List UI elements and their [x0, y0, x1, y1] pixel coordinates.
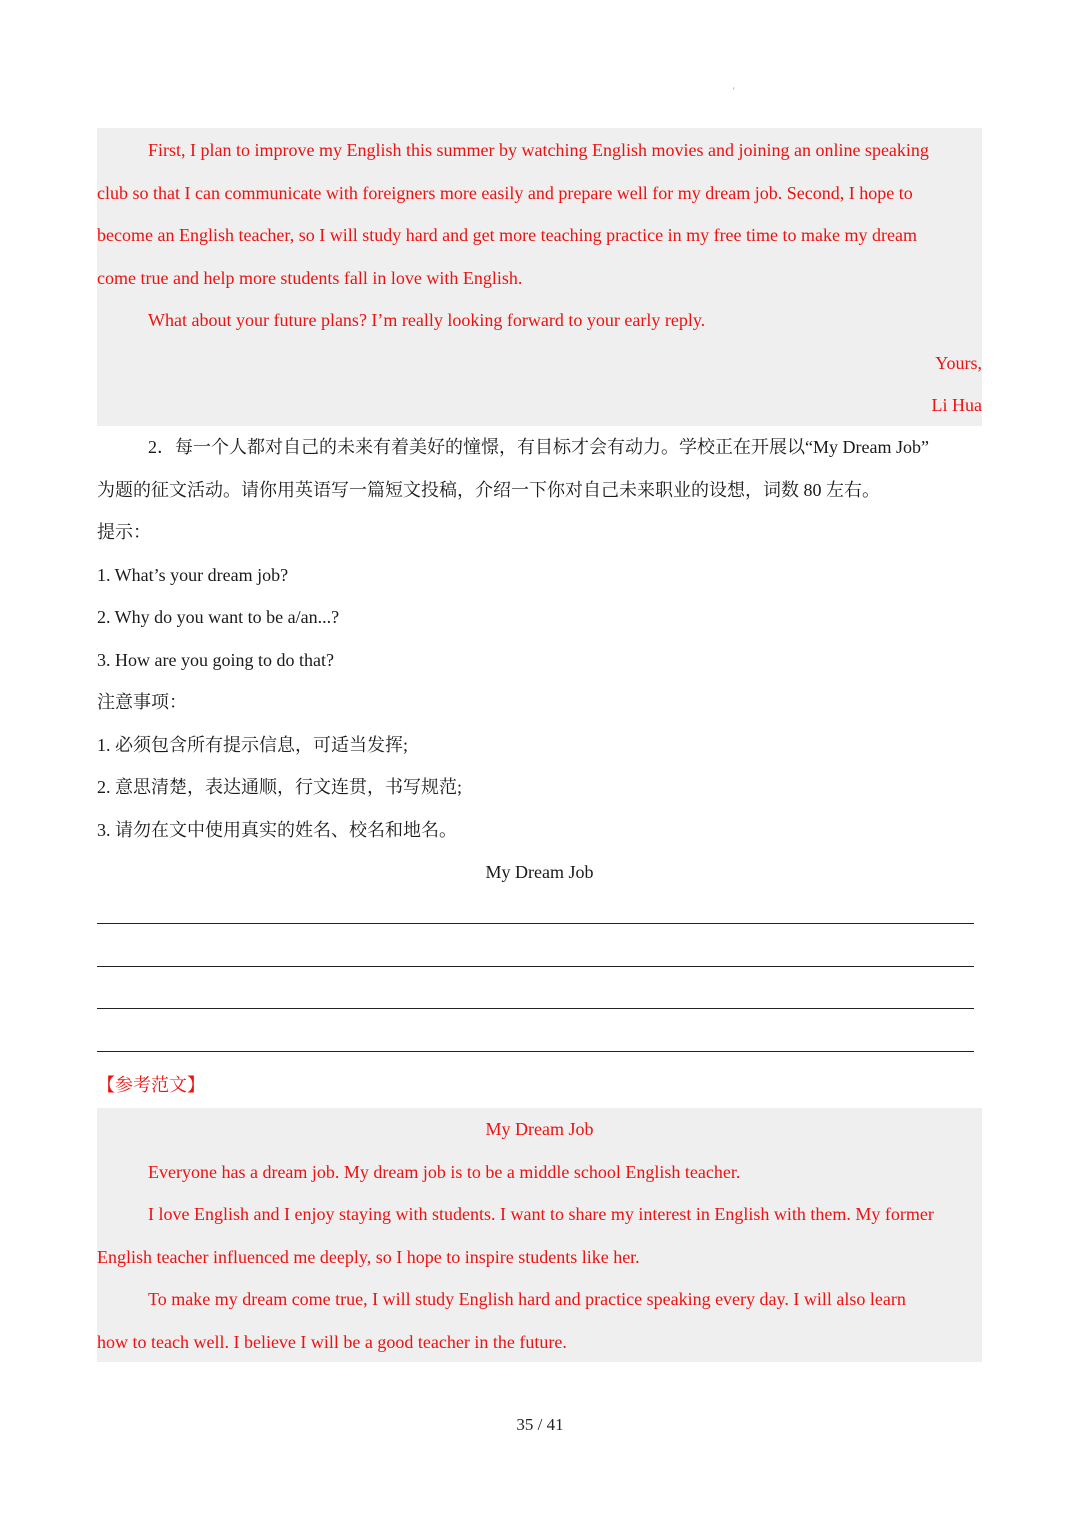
- sample-line: how to teach well. I believe I will be a good teacher in the future.: [97, 1332, 567, 1352]
- letter-closing: Yours,: [935, 353, 982, 373]
- essay-title: My Dream Job: [485, 862, 594, 882]
- letter-line: become an English teacher, so I will study hard and get more teaching practice in my free time to make my dream: [97, 225, 917, 245]
- letter-line: come true and help more students fall in love with English.: [97, 268, 523, 288]
- letter-line: First, I plan to improve my English this summer by watching English movies and joining an online speaking: [148, 140, 929, 160]
- writing-line: [97, 1051, 974, 1052]
- hint-item: 3. How are you going to do that?: [97, 650, 334, 670]
- hint-item: 1. What’s your dream job?: [97, 565, 289, 585]
- writing-line: [97, 1008, 974, 1009]
- sample-answer-box: [97, 1108, 982, 1362]
- sample-label: 【参考范文】: [97, 1075, 205, 1095]
- letter-line: What about your future plans? I’m really looking forward to your early reply.: [148, 310, 706, 330]
- task-prompt: 为题的征文活动。请你用英语写一篇短文投稿，介绍一下你对自己未来职业的设想，词数 80 左右。: [97, 480, 880, 500]
- letter-signature: Li Hua: [931, 395, 982, 415]
- notes-heading: 注意事项：: [97, 692, 187, 712]
- sample-line: I love English and I enjoy staying with students. I want to share my interest in English with them. My former: [148, 1204, 934, 1224]
- writing-line: [97, 923, 974, 924]
- sample-line: Everyone has a dream job. My dream job is to be a middle school English teacher.: [148, 1162, 741, 1182]
- writing-line: [97, 966, 974, 967]
- sample-title: My Dream Job: [485, 1119, 594, 1139]
- hint-item: 2. Why do you want to be a/an...?: [97, 607, 340, 627]
- task-prompt: 2．每一个人都对自己的未来有着美好的憧憬，有目标才会有动力。学校正在开展以“My Dream Job”: [148, 437, 929, 457]
- note-item: 1. 必须包含所有提示信息，可适当发挥;: [97, 735, 408, 755]
- hints-heading: 提示：: [97, 522, 151, 542]
- header-mark: ': [733, 86, 735, 96]
- sample-line: To make my dream come true, I will study English hard and practice speaking every day. I will also learn: [148, 1289, 906, 1309]
- note-item: 3. 请勿在文中使用真实的姓名、校名和地名。: [97, 820, 457, 840]
- note-item: 2. 意思清楚，表达通顺，行文连贯，书写规范;: [97, 777, 462, 797]
- sample-line: English teacher influenced me deeply, so I hope to inspire students like her.: [97, 1247, 640, 1267]
- page-number: 35 / 41: [516, 1415, 564, 1434]
- letter-line: club so that I can communicate with foreigners more easily and prepare well for my dream job. Second, I hope to: [97, 183, 913, 203]
